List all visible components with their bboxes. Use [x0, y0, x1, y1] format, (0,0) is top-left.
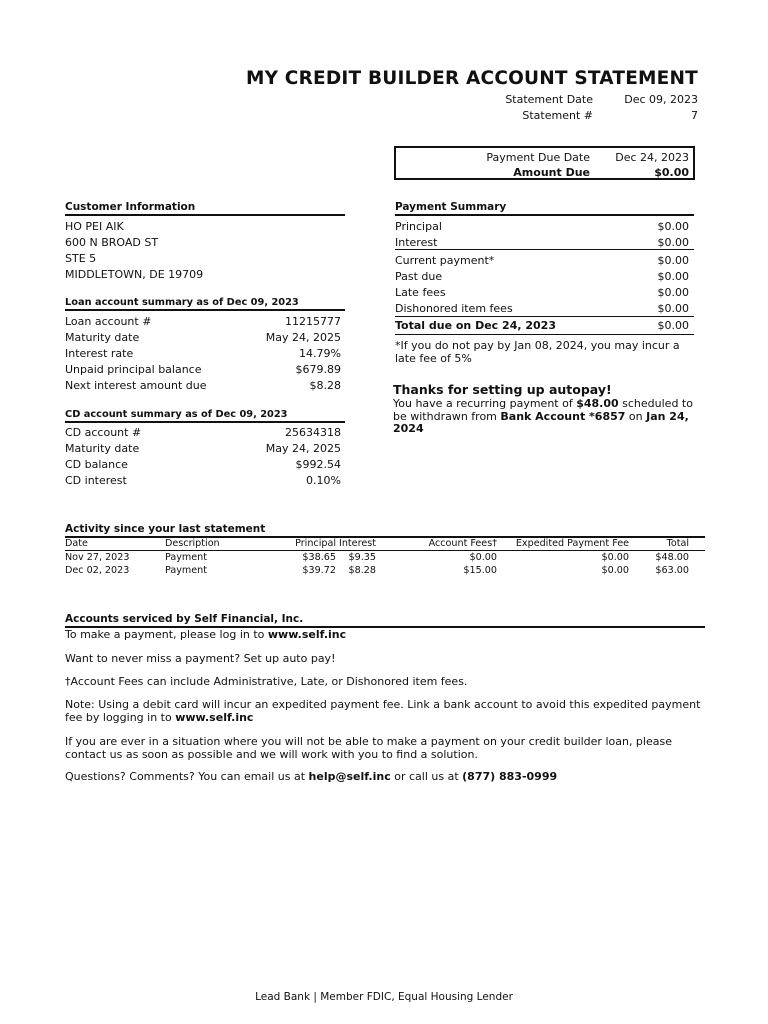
autopay-date: Jan 24, — [646, 410, 689, 423]
loan-summary-row — [65, 331, 341, 344]
loan-summary-row — [65, 315, 341, 328]
cd-summary-value: May 24, 2025 — [265, 442, 341, 455]
payment-summary-row — [395, 286, 689, 299]
activity-header-cell: Total — [666, 538, 689, 549]
statement-title: MY CREDIT BUILDER ACCOUNT STATEMENT — [245, 68, 698, 89]
payment-summary-label: Late fees — [395, 286, 446, 299]
autopay-text-line2 — [393, 410, 689, 423]
activity-row-cell: $0.00 — [601, 552, 629, 563]
contact-info — [65, 770, 705, 783]
support-phone[interactable]: (877) 883-0999 — [462, 770, 558, 783]
footer-disclosure: Lead Bank | Member FDIC, Equal Housing Lender — [255, 991, 513, 1003]
payment-summary-value: $0.00 — [657, 254, 689, 267]
cd-summary-label: CD account # — [65, 426, 142, 439]
payment-summary-label: Past due — [395, 270, 443, 283]
loan-summary-label: Maturity date — [65, 331, 140, 344]
autopay-text-3: be withdrawn from — [393, 410, 501, 423]
hardship-note-line2: contact us as soon as possible and we will work with you to find a solution. — [65, 748, 478, 761]
activity-row-cell: Dec 02, 2023 — [65, 565, 130, 576]
total-due-row — [395, 319, 689, 332]
loan-summary-value: $8.28 — [309, 379, 341, 392]
payment-summary-row — [395, 220, 689, 233]
amount-due-box — [394, 146, 695, 180]
activity-row-cell: $38.65 — [302, 552, 336, 563]
activity-header-cell: Description — [165, 538, 220, 549]
statement-date-value: Dec 09, 2023 — [624, 93, 698, 106]
serviced-heading: Accounts serviced by Self Financial, Inc. — [65, 613, 304, 625]
activity-row-cell: $0.00 — [601, 565, 629, 576]
payment-summary-row — [395, 302, 689, 315]
autopay-text-1: You have a recurring payment of — [393, 397, 577, 410]
cd-summary-label: Maturity date — [65, 442, 140, 455]
contact-text-1: Questions? Comments? You can email us at — [65, 770, 309, 783]
autopay-text-line1 — [393, 397, 693, 410]
activity-row-cell: $15.00 — [463, 565, 497, 576]
statement-number-label: Statement # — [522, 109, 593, 122]
autopay-amount: $48.00 — [576, 397, 619, 410]
activity-row-cell: Payment — [165, 565, 208, 576]
autopay-bank-account: Bank Account *6857 — [500, 410, 626, 423]
activity-header-cell: Principal — [295, 538, 336, 549]
cd-summary-row — [65, 474, 341, 487]
cd-summary-value: 0.10% — [306, 474, 341, 487]
late-fee-note-line2: late fee of 5% — [395, 352, 472, 365]
statement-date-label: Statement Date — [505, 93, 593, 106]
activity-header-cell: Date — [65, 538, 88, 549]
payment-summary-row — [395, 254, 689, 267]
customer-address-line2: STE 5 — [65, 252, 97, 265]
self-website-link-2[interactable]: www.self.inc — [175, 711, 254, 724]
activity-row-cell: $9.35 — [348, 552, 376, 563]
payment-summary-label: Dishonored item fees — [395, 302, 513, 315]
payment-instructions-text: To make a payment, please log in to — [65, 628, 268, 641]
debit-card-note-line1: Note: Using a debit card will incur an expedited payment fee. Link a bank account to avoid this expedited payment — [65, 698, 701, 711]
cd-summary-label: CD interest — [65, 474, 127, 487]
payment-summary-value: $0.00 — [657, 286, 689, 299]
payment-summary-value: $0.00 — [657, 270, 689, 283]
payment-due-date-row — [396, 151, 693, 164]
support-email-link[interactable]: help@self.inc — [308, 770, 391, 783]
autopay-heading: Thanks for setting up autopay! — [393, 382, 612, 397]
payment-summary-bottom-rule — [395, 334, 694, 335]
payment-summary-label: Interest — [395, 236, 438, 249]
total-due-label: Total due on Dec 24, 2023 — [395, 319, 556, 332]
autopay-promo: Want to never miss a payment? Set up auto pay! — [65, 652, 336, 665]
payment-summary-value: $0.00 — [657, 236, 689, 249]
payment-summary-divider — [395, 249, 694, 250]
activity-header-cell: Interest — [339, 538, 376, 549]
loan-summary-value: 14.79% — [299, 347, 341, 360]
payment-summary-row — [395, 236, 689, 249]
total-due-value: $0.00 — [657, 319, 689, 332]
late-fee-note-line1: *If you do not pay by Jan 08, 2024, you may incur a — [395, 339, 680, 352]
cd-summary-label: CD balance — [65, 458, 128, 471]
debit-card-note — [65, 698, 705, 724]
payment-summary-label: Current payment* — [395, 254, 495, 267]
loan-summary-label: Next interest amount due — [65, 379, 207, 392]
loan-summary-label: Unpaid principal balance — [65, 363, 202, 376]
activity-row-cell: $0.00 — [469, 552, 497, 563]
activity-row-cell: $8.28 — [348, 565, 376, 576]
payment-summary-heading: Payment Summary — [395, 201, 694, 216]
amount-due-row — [396, 166, 693, 179]
loan-summary-value: $679.89 — [295, 363, 341, 376]
loan-summary-row — [65, 363, 341, 376]
amount-due-label: Amount Due — [513, 166, 590, 179]
activity-row-cell: $48.00 — [655, 552, 689, 563]
customer-city-state-zip: MIDDLETOWN, DE 19709 — [65, 268, 204, 281]
autopay-date-year: 2024 — [393, 422, 424, 435]
payment-summary-value: $0.00 — [657, 302, 689, 315]
customer-address-line1: 600 N BROAD ST — [65, 236, 159, 249]
hardship-note-line1: If you are ever in a situation where you will not be able to make a payment on your credit builder loan, please — [65, 735, 672, 748]
payment-due-date-value: Dec 24, 2023 — [615, 151, 689, 164]
payment-summary-row — [395, 270, 689, 283]
payment-summary-value: $0.00 — [657, 220, 689, 233]
payment-summary-label: Principal — [395, 220, 442, 233]
loan-summary-value: 11215777 — [285, 315, 341, 328]
cd-summary-row — [65, 458, 341, 471]
activity-row-cell: Nov 27, 2023 — [65, 552, 130, 563]
statement-date-row — [483, 93, 698, 106]
activity-header-rule — [65, 550, 705, 551]
loan-summary-row — [65, 347, 341, 360]
payment-due-date-label: Payment Due Date — [486, 151, 590, 164]
loan-summary-value: May 24, 2025 — [265, 331, 341, 344]
customer-info-heading: Customer Information — [65, 201, 345, 216]
cd-summary-heading: CD account summary as of Dec 09, 2023 — [65, 409, 345, 423]
activity-row-cell: $39.72 — [302, 565, 336, 576]
customer-name: HO PEI AIK — [65, 220, 124, 233]
cd-summary-value: $992.54 — [295, 458, 341, 471]
loan-summary-heading: Loan account summary as of Dec 09, 2023 — [65, 297, 345, 311]
cd-summary-row — [65, 426, 341, 439]
loan-summary-row — [65, 379, 341, 392]
autopay-text-2: scheduled to — [618, 397, 693, 410]
contact-text-2: or call us at — [390, 770, 463, 783]
cd-summary-value: 25634318 — [285, 426, 341, 439]
activity-header-cell: Account Fees† — [428, 538, 497, 549]
payment-instructions — [65, 628, 705, 641]
loan-summary-label: Interest rate — [65, 347, 134, 360]
activity-heading: Activity since your last statement — [65, 523, 266, 535]
autopay-text-4: on — [625, 410, 647, 423]
cd-summary-row — [65, 442, 341, 455]
activity-header-cell: Expedited Payment Fee — [515, 538, 629, 549]
activity-row-cell: $63.00 — [655, 565, 689, 576]
self-website-link[interactable]: www.self.inc — [267, 628, 347, 641]
loan-summary-label: Loan account # — [65, 315, 152, 328]
statement-number-row — [483, 109, 698, 122]
payment-summary-total-divider — [395, 316, 694, 317]
hardship-note — [65, 735, 705, 761]
account-fees-note: †Account Fees can include Administrative, Late, or Dishonored item fees. — [65, 675, 468, 688]
debit-card-note-line2: fee by logging in to — [65, 711, 176, 724]
statement-number-value: 7 — [691, 109, 698, 122]
amount-due-value: $0.00 — [654, 166, 689, 179]
activity-row-cell: Payment — [165, 552, 208, 563]
